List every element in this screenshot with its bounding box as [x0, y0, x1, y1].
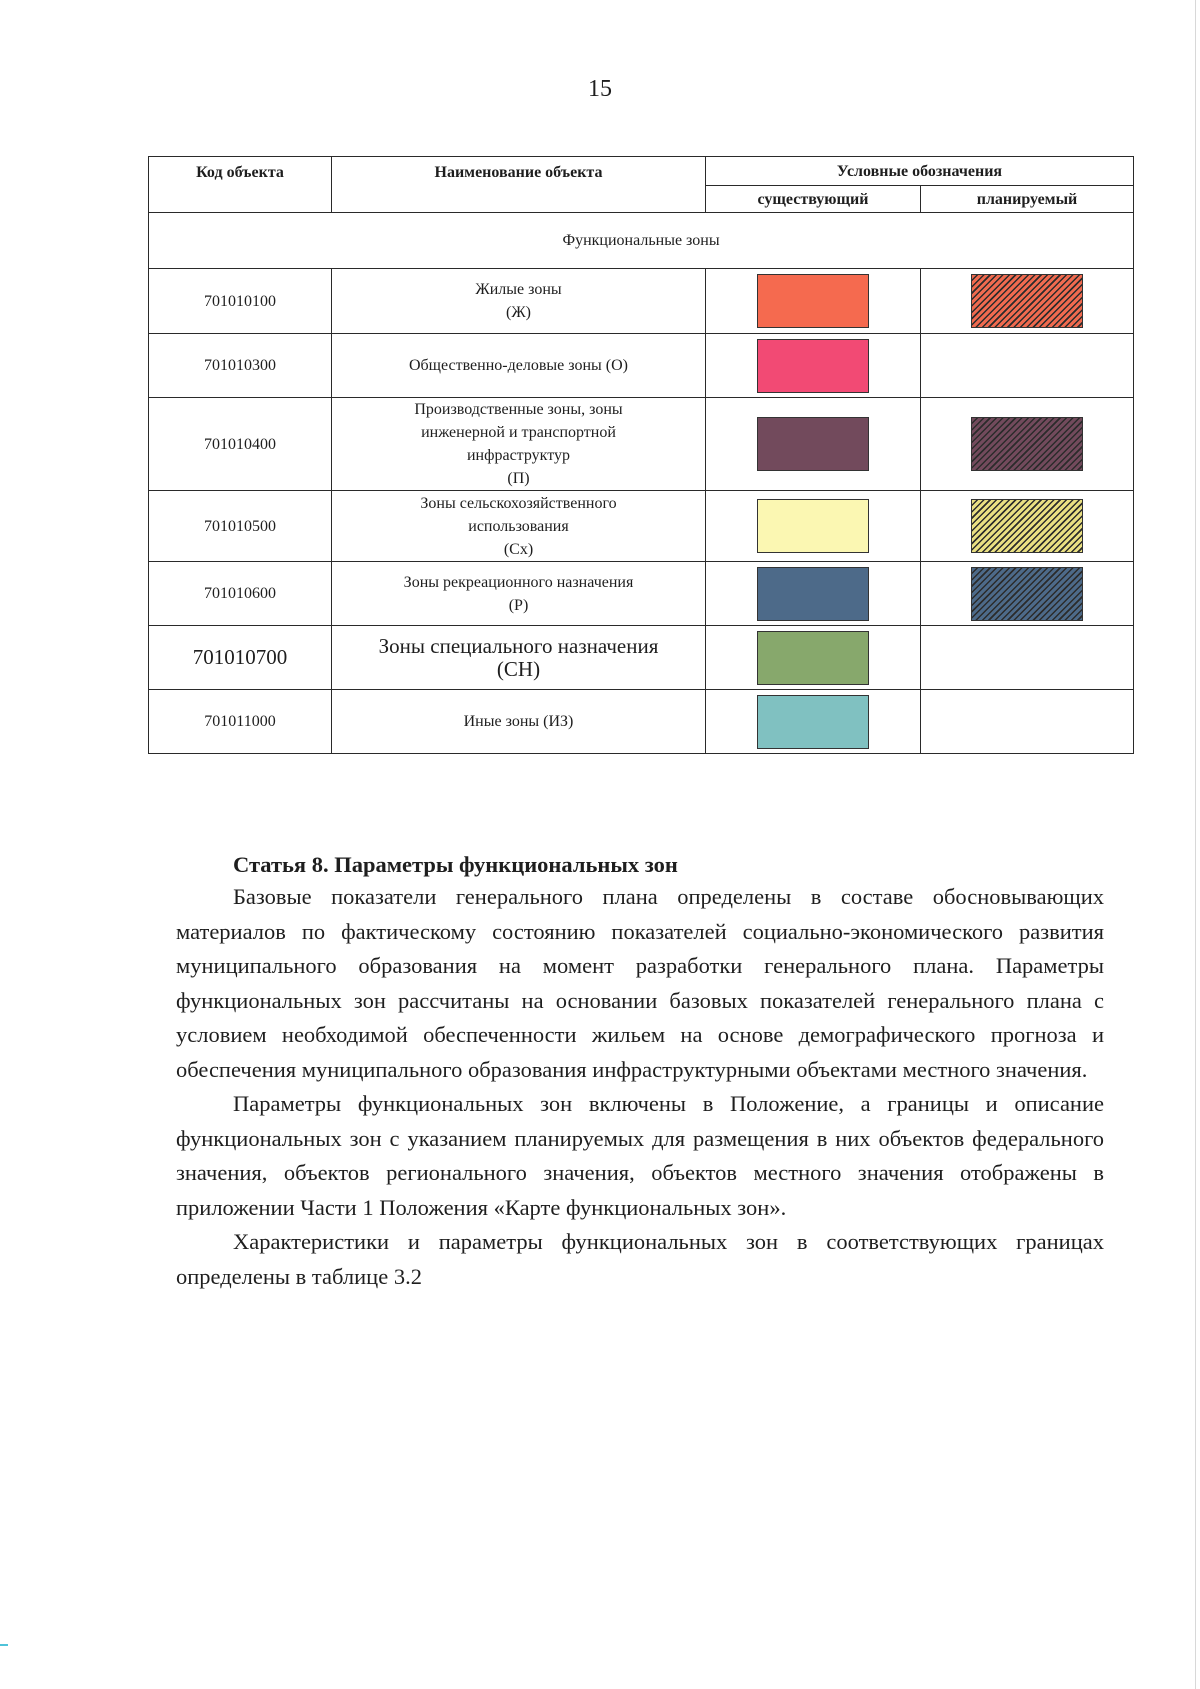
- header-existing: существующий: [706, 186, 921, 213]
- table-row: [149, 334, 1134, 398]
- existing-symbol-cell: [706, 491, 921, 562]
- existing-symbol-cell: [706, 626, 921, 690]
- planned-symbol-cell: [921, 491, 1134, 562]
- existing-symbol-cell: [706, 562, 921, 626]
- planned-symbol-cell: [921, 269, 1134, 334]
- planned-symbol-cell: [921, 398, 1134, 491]
- row-name: Зоны сельскохозяйственного использования (Сх): [332, 491, 706, 562]
- header-planned: планируемый: [921, 186, 1134, 213]
- existing-symbol-cell: [706, 269, 921, 334]
- row-name: Зоны рекреационного назначения (Р): [332, 562, 706, 626]
- table-row: [149, 562, 1134, 626]
- existing-symbol-cell: [706, 334, 921, 398]
- row-code: 701010700: [149, 626, 332, 690]
- row-code: 701010300: [149, 334, 332, 398]
- planned-symbol-cell: [921, 334, 1134, 398]
- header-code: Код объекта: [149, 157, 332, 213]
- existing-zone-swatch: [757, 631, 869, 685]
- planned-symbol-cell: [921, 690, 1134, 754]
- planned-zone-hatched-swatch: [971, 567, 1083, 621]
- scan-mark: [0, 1644, 8, 1646]
- row-code: 701010500: [149, 491, 332, 562]
- planned-symbol-cell: [921, 562, 1134, 626]
- article-title: Статья 8. Параметры функциональных зон: [233, 852, 678, 877]
- row-code: 701010600: [149, 562, 332, 626]
- table-row: [149, 491, 1134, 562]
- article-paragraph-1: Базовые показатели генерального плана определены в составе обосновывающих материалов по фактическому состоянию показателей социально-экономического развития муниципального образования на момент разработки генерального плана. Параметры функциональных зон рассчитаны на основании базовых показателей генерального плана с условием необходимой обеспеченности жильем на основе демографического прогноза и обеспечения муниципального образования инфраструктурными объектами местного значения.: [176, 884, 1104, 1082]
- planned-zone-hatched-swatch: [971, 417, 1083, 471]
- planned-zone-hatched-swatch: [971, 499, 1083, 553]
- article-paragraph-2: Параметры функциональных зон включены в Положение, а границы и описание функциональных зон с указанием планируемых для размещения в них объектов федерального значения, объектов регионального значения, объектов местного значения отображены в приложении Части 1 Положения «Карте функциональных зон».: [176, 1091, 1104, 1220]
- planned-zone-hatched-swatch: [971, 274, 1083, 328]
- row-name: Жилые зоны (Ж): [332, 269, 706, 334]
- row-code: 701010100: [149, 269, 332, 334]
- page-number: 15: [588, 76, 612, 102]
- header-symbols: Условные обозначения: [706, 157, 1134, 186]
- section-title: Функциональные зоны: [149, 213, 1134, 269]
- row-name: Зоны специального назначения (СН): [332, 626, 706, 690]
- table-row: [149, 690, 1134, 754]
- article: [176, 850, 1104, 1294]
- table-row: [149, 398, 1134, 491]
- planned-symbol-cell: [921, 626, 1134, 690]
- existing-zone-swatch: [757, 417, 869, 471]
- existing-zone-swatch: [757, 339, 869, 393]
- row-name: Иные зоны (ИЗ): [332, 690, 706, 754]
- legend-table: [148, 156, 1134, 754]
- row-code: 701010400: [149, 398, 332, 491]
- existing-symbol-cell: [706, 398, 921, 491]
- table-row: [149, 626, 1134, 690]
- existing-zone-swatch: [757, 274, 869, 328]
- header-name: Наименование объекта: [332, 157, 706, 213]
- article-paragraph-3: Характеристики и параметры функциональных зон в соответствующих границах определены в таблице 3.2: [176, 1229, 1104, 1289]
- row-code: 701011000: [149, 690, 332, 754]
- scan-edge-line: [1195, 0, 1196, 1689]
- existing-zone-swatch: [757, 567, 869, 621]
- existing-zone-swatch: [757, 695, 869, 749]
- row-name: Общественно-деловые зоны (О): [332, 334, 706, 398]
- existing-zone-swatch: [757, 499, 869, 553]
- row-name: Производственные зоны, зоны инженерной и транспортной инфраструктур (П): [332, 398, 706, 491]
- existing-symbol-cell: [706, 690, 921, 754]
- table-row: [149, 269, 1134, 334]
